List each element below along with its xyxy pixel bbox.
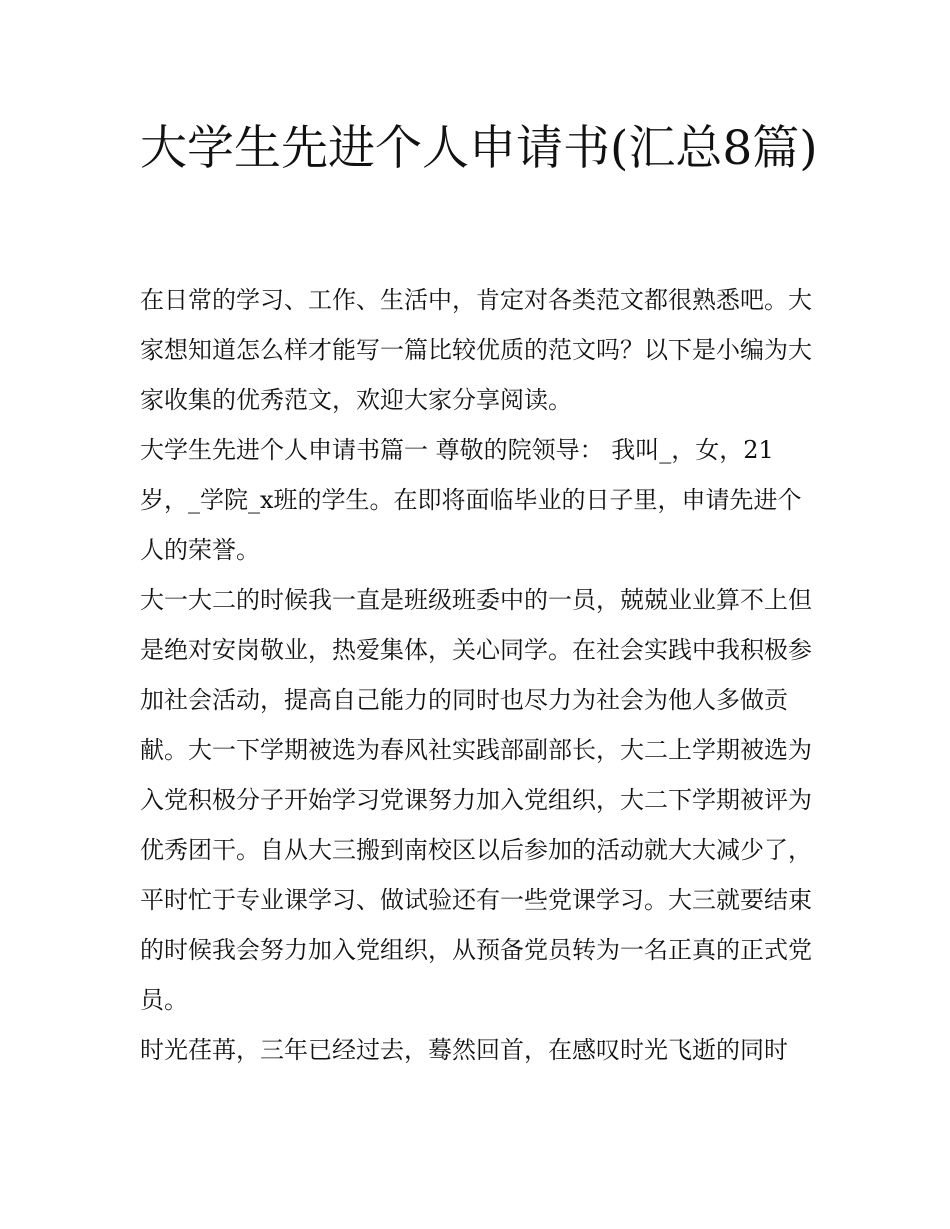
paragraph-experience: 大一大二的时候我一直是班级班委中的一员，兢兢业业算不上但是绝对安岗敬业，热爱集体，关心同学。在社会实践中我积极参加社会活动，提高自己能力的同时也尽力为社会为他人多做贡献。大一下学期被选为春风社实践部副部长，大二上学期被选为入党积极分子开始学习党课努力加入党组织，大二下学期被评为优秀团干。自从大三搬到南校区以后参加的活动就大大减少了，平时忙于专业课学习、做试验还有一些党课学习。大三就要结束的时候我会努力加入党组织，从预备党员转为一名正真的正式党员。 [140,586,812,1014]
paragraph-reflection: 时光荏苒，三年已经过去，蓦然回首，在感叹时光飞逝的同时 [140,1036,788,1064]
paragraph-intro: 在日常的学习、工作、生活中，肯定对各类范文都很熟悉吧。大家想知道怎么样才能写一篇比较优质的范文吗？以下是小编为大家收集的优秀范文，欢迎大家分享阅读。 [140,286,812,414]
document-body [140,275,820,1075]
paragraph-salutation: 大学生先进个人申请书篇一 尊敬的院领导： 我叫_，女，21岁，_学院_x班的学生。在即将面临毕业的日子里，申请先进个人的荣誉。 [140,436,802,564]
document-title: 大学生先进个人申请书(汇总8篇) [140,121,818,176]
